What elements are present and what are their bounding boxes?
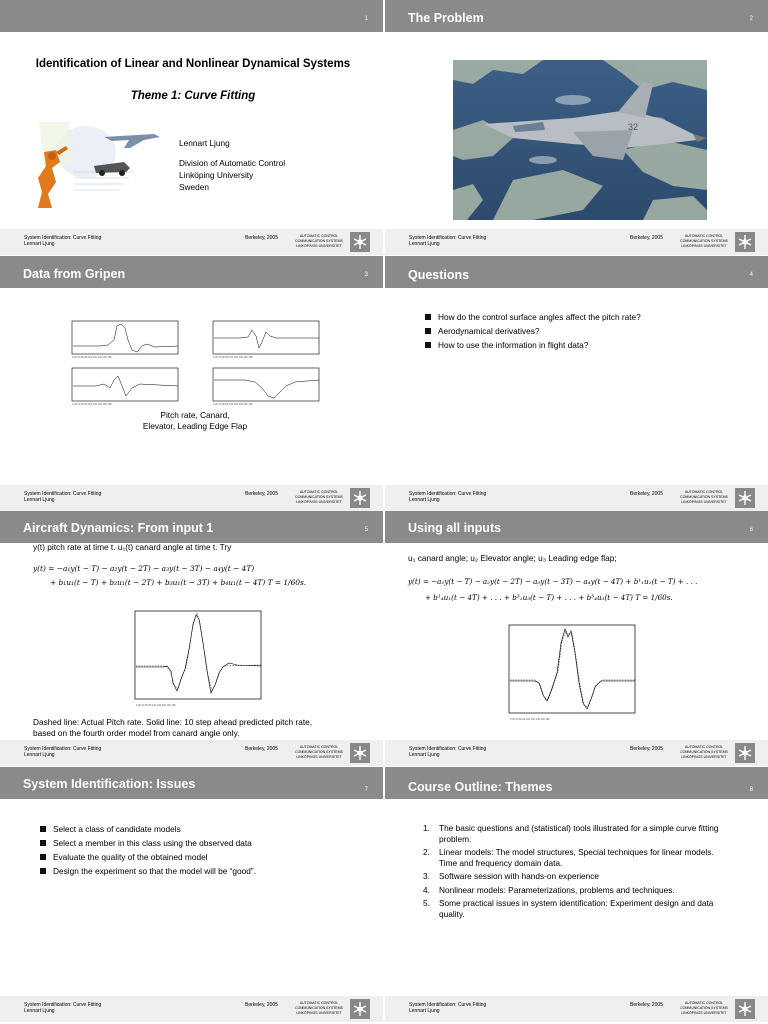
slide-4 [385,256,768,511]
slide-footer: System Identification: Curve Fitting Lennart Ljung Berkeley, 2005 AUTOMATIC CONTROL COMMUNICATION SYSTEMS LINKÖPINGS UNIVERSITET [0,485,383,511]
slide-8 [385,767,768,1022]
slide-footer: System Identification: Curve Fitting Lennart Ljung Berkeley, 2005 AUTOMATIC CONTROL COMMUNICATION SYSTEMS LINKÖPINGS UNIVERSITET [0,996,383,1022]
university-logo-icon [350,232,370,252]
university-logo-icon [350,743,370,763]
slide-title: Course Outline: Themes [408,780,553,794]
plot-caption: Pitch rate, Canard, Elevator, Leading Edge Flap [142,410,248,431]
slide-header [0,256,383,288]
slide-title: Using all inputs [408,521,502,535]
author-name: Lennart Ljung [179,138,230,148]
intro-text: u₁ canard angle; u₂ Elevator angle; u₃ Leading edge flap; [408,553,617,563]
equation-line: y(t) = −a₁y(t − T) − a₂y(t − 2T) − a₃y(t − 3T) − a₄y(t − 4T) + b¹₁u₁(t − T) + . . . [408,577,698,586]
tail-number: 32 [628,122,639,132]
slide-number: 7 [364,787,368,793]
plot-caption: Dashed line: Actual Pitch rate. Solid line: 10 step ahead predicted pitch rate, based on the fourth order model from canard angle only. [33,717,313,738]
slide-2 [385,0,768,255]
slide-number: 4 [749,272,753,278]
themes-list [423,823,733,922]
slide-number: 2 [749,16,753,22]
slide-5 [0,511,383,766]
slide-header [0,511,383,543]
affiliation-line: Linköping University [179,170,254,180]
gripen-data-plots [0,316,383,476]
slide-number: 5 [364,527,368,533]
slide-title: Data from Gripen [23,267,126,281]
slide-header [385,0,768,32]
slide-number: 1 [364,16,368,22]
svg-text:0 20 40 60 80 100 120 140 160: 0 20 40 60 80 100 120 140 160 180 [72,356,112,359]
all-inputs-plot [507,623,647,723]
title-illustration [34,122,164,212]
university-logo-icon [735,488,755,508]
affiliation-line: Sweden [179,182,209,192]
university-logo-icon [350,488,370,508]
list-item: 5. Some practical issues in system identification: Experiment design and data quality. [423,898,714,919]
equation-line: y(t) = −a₁y(t − T) − a₂y(t − 2T) − a₃y(t − 3T) − a₄y(t − 4T) [33,564,255,573]
footer-author: Lennart Ljung [24,241,55,247]
list-item: Design the experiment so that the model will be “good”. [40,864,256,878]
intro-text: y(t) pitch rate at time t. u₁(t) canard angle at time t. Try [33,542,232,552]
list-item: Evaluate the quality of the obtained model [40,850,256,864]
slide-7 [0,767,383,1022]
list-item: How to use the information in flight data? [425,338,641,352]
footer-course: System Identification: Curve Fitting [24,235,102,241]
equation-line: + b¹₄u₁(t − 4T) + . . . + b³₁u₃(t − T) + . . . + b³₄u₃(t − 4T) T = 1/60s. [425,593,673,602]
list-item: Select a class of candidate models [40,822,256,836]
slide-title: Identification of Linear and Nonlinear Dynamical Systems [35,58,351,70]
slide-number: 6 [749,527,753,533]
slide-number: 3 [364,272,368,278]
svg-text:0 20 40 60 80 100 120 140 160: 0 20 40 60 80 100 120 140 160 180 [510,718,550,721]
slide-1 [0,0,383,255]
slide-footer: System Identification: Curve Fitting Lennart Ljung Berkeley, 2005 AUTOMATIC CONTROL COMMUNICATION SYSTEMS LINKÖPINGS UNIVERSITET [385,485,768,511]
slide-footer: System Identification: Curve Fitting Lennart Ljung Berkeley, 2005 AUTOMATIC CONTROL COMMUNICATION SYSTEMS LINKÖPINGS UNIVERSITET [0,740,383,766]
slide-title: System Identification: Issues [23,777,196,791]
slide-subtitle: Theme 1: Curve Fitting [130,90,256,102]
prediction-plot [133,609,273,709]
footer-university: AUTOMATIC CONTROL COMMUNICATION SYSTEMS LINKÖPINGS UNIVERSITET [295,234,343,248]
list-item: 2. Linear models: The model structures, Special techniques for linear models. Time and frequency domain data. [423,847,714,868]
slide-3 [0,256,383,511]
equation-line: + b₁u₁(t − T) + b₂u₁(t − 2T) + b₃u₁(t − 3T) + b₄u₁(t − 4T) T = 1/60s. [50,578,307,587]
list-item: Aerodynamical derivatives? [425,324,641,338]
svg-text:0 20 40 60 80 100 120 140 160: 0 20 40 60 80 100 120 140 160 180 [213,356,253,359]
footer-date: Berkeley, 2005 [245,235,278,241]
svg-text:0 20 40 60 80 100 120 140 160: 0 20 40 60 80 100 120 140 160 180 [72,403,112,406]
slide-footer: System Identification: Curve Fitting Lennart Ljung Berkeley, 2005 AUTOMATIC CONTROL COMMUNICATION SYSTEMS LINKÖPINGS UNIVERSITET [385,740,768,766]
slide-footer [0,229,383,255]
affiliation-line: Division of Automatic Control [179,158,286,168]
questions-list [425,310,641,352]
slide-title: Questions [408,268,470,282]
slide-header [385,256,768,288]
issues-list [40,822,256,878]
gripen-photo [453,60,707,220]
slide-footer: System Identification: Curve Fitting Lennart Ljung Berkeley, 2005 AUTOMATIC CONTROL COMMUNICATION SYSTEMS LINKÖPINGS UNIVERSITET [385,996,768,1022]
list-item: 1. The basic questions and (statistical) tools illustrated for a simple curve fitting problem. [423,823,719,844]
svg-text:0 20 40 60 80 100 120 140 160: 0 20 40 60 80 100 120 140 160 180 [136,704,176,707]
list-item: How do the control surface angles affect the pitch rate? [425,310,641,324]
list-item: 4. Nonlinear models: Parameterizations, problems and techniques. [423,884,675,895]
university-logo-icon [735,743,755,763]
svg-text:0 20 40 60 80 100 120 140 160: 0 20 40 60 80 100 120 140 160 180 [213,403,253,406]
slide-6 [385,511,768,766]
slide-title: The Problem [408,11,484,25]
slide-number: 8 [749,787,753,793]
university-logo-icon [350,999,370,1019]
slide-header [0,0,383,32]
university-logo-icon [735,232,755,252]
university-logo-icon [735,999,755,1019]
slide-header [0,767,383,799]
slide-footer: System Identification: Curve Fitting Lennart Ljung Berkeley, 2005 AUTOMATIC CONTROL COMMUNICATION SYSTEMS LINKÖPINGS UNIVERSITET [385,229,768,255]
list-item: Select a member in this class using the observed data [40,836,256,850]
slide-header [385,767,768,799]
list-item: 3. Software session with hands-on experience [423,871,600,881]
slide-header [385,511,768,543]
slide-title: Aircraft Dynamics: From input 1 [23,521,214,535]
